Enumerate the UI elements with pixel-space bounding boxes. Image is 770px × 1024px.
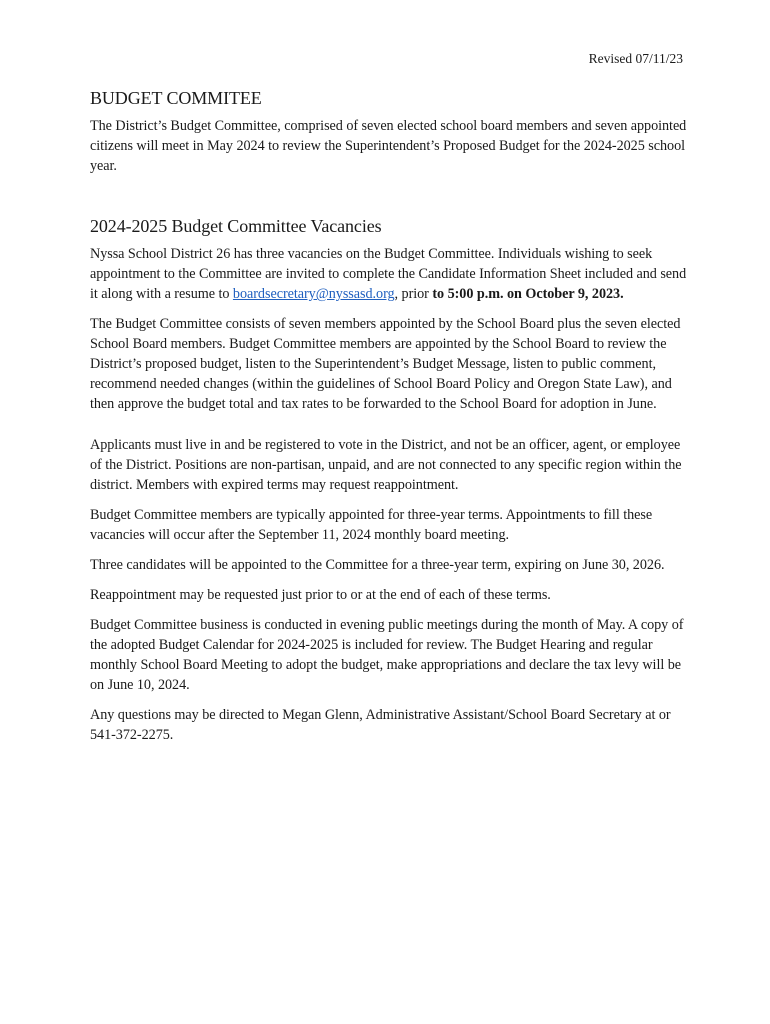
- vacancies-paragraph-2: The Budget Committee consists of seven members appointed by the School Board plus the seven elected School Board members. Budget Committee members are appointed by the School Board to review the District’s proposed budget, listen to the Superintendent’s Budget Message, listen to public comment, recommend needed changes (within the guidelines of School Board Policy and Oregon State Law), and then approve the budget total and tax rates to be forwarded to the School Board for adoption in June.: [90, 316, 681, 412]
- revised-date: Revised 07/11/23: [588, 51, 683, 66]
- spacer: [90, 176, 690, 214]
- spacer: [90, 695, 690, 705]
- spacer: [90, 414, 690, 435]
- document-body: [90, 86, 690, 745]
- vacancies-paragraph-4: Budget Committee members are typically appointed for three-year terms. Appointments to fill these vacancies will occur after the September 11, 2024 monthly board meeting.: [90, 507, 653, 543]
- spacer: [90, 304, 690, 314]
- vacancies-p1-middle: , prior: [394, 286, 433, 302]
- vacancies-paragraph-3: Applicants must live in and be registered to vote in the District, and not be an officer, agent, or employee of the District. Positions are non-partisan, unpaid, and are not connected to any specific region within the district. Members with expired terms may request reappointment.: [90, 437, 682, 493]
- vacancies-title: 2024-2025 Budget Committee Vacancies: [90, 216, 382, 236]
- intro-paragraph: The District’s Budget Committee, comprised of seven elected school board members and seven appointed citizens will meet in May 2024 to review the Superintendent’s Proposed Budget for the 2024-2025 school year.: [90, 118, 687, 174]
- budget-committee-title: BUDGET COMMITEE: [90, 88, 262, 108]
- spacer: [90, 545, 690, 555]
- vacancies-p1-text: Nyssa School District 26 has three vacancies on the Budget Committee. Individuals wishing to seek appointment to the Committee are invited to complete the Candidate Information Sheet included and send it along with a resume to: [90, 246, 687, 302]
- deadline-text: to 5:00 p.m. on October 9, 2023.: [432, 286, 624, 302]
- email-link[interactable]: boardsecretary@nyssasd.org: [232, 286, 395, 302]
- vacancies-paragraph-7: Budget Committee business is conducted in evening public meetings during the month of May. A copy of the adopted Budget Calendar for 2024-2025 is included for review. The Budget Hearing and regular monthly School Board Meeting to adopt the budget, make appropriations and declare the tax levy will be on June 10, 2024.: [90, 617, 684, 693]
- vacancies-paragraph-6: Reappointment may be requested just prior to or at the end of each of these terms.: [90, 587, 551, 603]
- spacer: [90, 575, 690, 585]
- spacer: [90, 495, 690, 505]
- spacer: [90, 605, 690, 615]
- vacancies-paragraph-5: Three candidates will be appointed to the Committee for a three-year term, expiring on June 30, 2026.: [90, 557, 665, 573]
- vacancies-paragraph-1: [90, 244, 690, 304]
- vacancies-paragraph-8: Any questions may be directed to Megan Glenn, Administrative Assistant/School Board Secretary at or 541-372-2275.: [90, 707, 671, 743]
